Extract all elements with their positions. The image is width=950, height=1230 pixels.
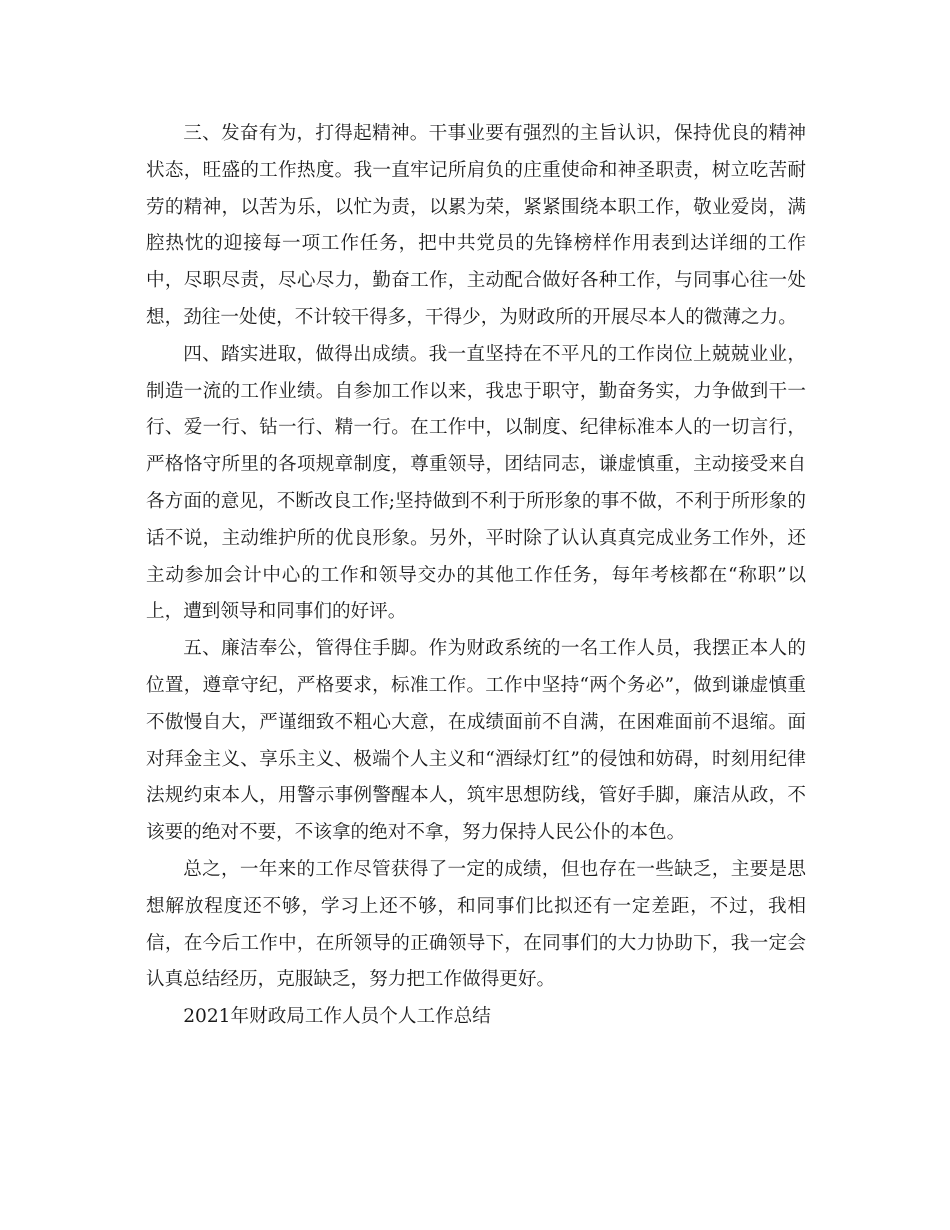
paragraph-achievement: 四、踏实进取，做得出成绩。我一直坚持在不平凡的工作岗位上兢兢业业，制造一流的工作业绩。自参加工作以来，我忠于职守，勤奋务实，力争做到干一行、爱一行、钻一行、精一行。在工作中，以制度、纪律标准本人的一切言行，严格恪守所里的各项规章制度，尊重领导，团结同志，谦虚慎重，主动接受来自各方面的意见，不断改良工作;坚持做到不利于所形象的事不做，不利于所形象的话不说，主动维护所的优良形象。另外，平时除了认认真真完成业务工作外，还主动参加会计中心的工作和领导交办的其他工作任务，每年考核都在“称职”以上，遭到领导和同事们的好评。 bbox=[146, 343, 806, 623]
paragraph-integrity: 五、廉洁奉公，管得住手脚。作为财政系统的一名工作人员，我摆正本人的位置，遵章守纪，严格要求，标准工作。工作中坚持“两个务必”，做到谦虚慎重不傲慢自大，严谨细致不粗心大意，在成绩面前不自满，在困难面前不退缩。面对拜金主义、享乐主义、极端个人主义和“酒绿灯红”的侵蚀和妨碍，时刻用纪律法规约束本人，用警示事例警醒本人，筑牢思想防线，管好手脚，廉洁从政，不该要的绝对不要，不该拿的绝对不拿，努力保持人民公仆的本色。 bbox=[146, 638, 806, 844]
closing-title: 2021年财政局工作人员个人工作总结 bbox=[183, 1006, 491, 1028]
document-body bbox=[146, 116, 806, 1036]
paragraph-summary: 总之，一年来的工作尽管获得了一定的成绩，但也存在一些缺乏，主要是思想解放程度还不够，学习上还不够，和同事们比拟还有一定差距，不过，我相信，在今后工作中，在所领导的正确领导下，在同事们的大力协助下，我一定会认真总结经历，克服缺乏，努力把工作做得更好。 bbox=[146, 858, 806, 991]
paragraph-spirit: 三、发奋有为，打得起精神。干事业要有强烈的主旨认识，保持优良的精神状态，旺盛的工作热度。我一直牢记所肩负的庄重使命和神圣职责，树立吃苦耐劳的精神，以苦为乐，以忙为责，以累为荣，紧紧围绕本职工作，敬业爱岗，满腔热忱的迎接每一项工作任务，把中共党员的先锋榜样作用表到达详细的工作中，尽职尽责，尽心尽力，勤奋工作，主动配合做好各种工作，与同事心往一处想，劲往一处使，不计较干得多，干得少，为财政所的开展尽本人的微薄之力。 bbox=[146, 123, 806, 328]
